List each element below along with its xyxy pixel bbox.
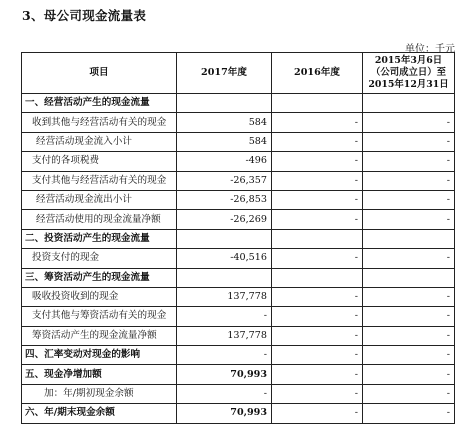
value-2017: - [177, 384, 272, 403]
value-2017: - [177, 307, 272, 326]
value-2015-period [363, 229, 455, 248]
row-label: 支付的各项税费 [22, 152, 177, 171]
value-2017: -26,269 [177, 210, 272, 229]
row-label: 五、现金净增加额 [22, 365, 177, 384]
table-row [22, 229, 455, 248]
value-2015-period: - [363, 152, 455, 171]
table-row [22, 113, 455, 132]
row-label: 经营活动现金流入小计 [22, 132, 177, 151]
value-2017 [177, 94, 272, 113]
col-header-2016: 2016年度 [272, 53, 363, 94]
value-2016 [272, 229, 363, 248]
row-label: 经营活动现金流出小计 [22, 190, 177, 209]
row-label: 加：年/期初现金余额 [22, 384, 177, 403]
table-row [22, 171, 455, 190]
value-2016: - [272, 152, 363, 171]
value-2015-period: - [363, 132, 455, 151]
value-2017: 137,778 [177, 326, 272, 345]
row-label: 筹资活动产生的现金流量净额 [22, 326, 177, 345]
row-label: 经营活动使用的现金流量净额 [22, 210, 177, 229]
value-2015-period [363, 94, 455, 113]
value-2017: 584 [177, 113, 272, 132]
row-label: 支付其他与经营活动有关的现金 [22, 171, 177, 190]
col-header-2015-period: 2015年3月6日（公司成立日）至2015年12月31日 [363, 53, 455, 94]
value-2017: -26,357 [177, 171, 272, 190]
value-2017: -496 [177, 152, 272, 171]
col-header-item: 项目 [22, 53, 177, 94]
table-header-row [22, 53, 455, 94]
value-2016: - [272, 190, 363, 209]
value-2017: 584 [177, 132, 272, 151]
value-2015-period: - [363, 326, 455, 345]
value-2015-period: - [363, 171, 455, 190]
value-2016: - [272, 307, 363, 326]
value-2016: - [272, 113, 363, 132]
col-header-2017: 2017年度 [177, 53, 272, 94]
table-row [22, 307, 455, 326]
table-row [22, 152, 455, 171]
value-2015-period: - [363, 190, 455, 209]
value-2016: - [272, 346, 363, 365]
value-2017 [177, 268, 272, 287]
value-2016: - [272, 210, 363, 229]
value-2015-period [363, 268, 455, 287]
value-2016: - [272, 365, 363, 384]
table-row [22, 326, 455, 345]
value-2015-period: - [363, 384, 455, 403]
table-row [22, 287, 455, 306]
value-2016: - [272, 132, 363, 151]
value-2016 [272, 268, 363, 287]
value-2016: - [272, 404, 363, 423]
value-2017: - [177, 346, 272, 365]
row-label: 支付其他与筹资活动有关的现金 [22, 307, 177, 326]
value-2015-period: - [363, 287, 455, 306]
value-2016: - [272, 326, 363, 345]
value-2016: - [272, 287, 363, 306]
value-2017: 70,993 [177, 404, 272, 423]
value-2017 [177, 229, 272, 248]
table-row [22, 94, 455, 113]
value-2016: - [272, 171, 363, 190]
value-2015-period: - [363, 113, 455, 132]
value-2015-period: - [363, 365, 455, 384]
table-row [22, 384, 455, 403]
value-2015-period: - [363, 210, 455, 229]
value-2017: 137,778 [177, 287, 272, 306]
table-row [22, 210, 455, 229]
table-row [22, 346, 455, 365]
value-2015-period: - [363, 249, 455, 268]
value-2015-period: - [363, 404, 455, 423]
value-2016 [272, 94, 363, 113]
unit-label: 单位：千元 [405, 44, 455, 55]
table-row [22, 404, 455, 423]
row-label: 三、筹资活动产生的现金流量 [22, 268, 177, 287]
value-2017: 70,993 [177, 365, 272, 384]
row-label: 一、经营活动产生的现金流量 [22, 94, 177, 113]
row-label: 六、年/期末现金余额 [22, 404, 177, 423]
cash-flow-table [21, 52, 455, 424]
row-label: 收到其他与经营活动有关的现金 [22, 113, 177, 132]
value-2015-period: - [363, 346, 455, 365]
table-row [22, 190, 455, 209]
row-label: 投资支付的现金 [22, 249, 177, 268]
row-label: 二、投资活动产生的现金流量 [22, 229, 177, 248]
row-label: 四、汇率变动对现金的影响 [22, 346, 177, 365]
row-label: 吸收投资收到的现金 [22, 287, 177, 306]
value-2017: -26,853 [177, 190, 272, 209]
table-row [22, 132, 455, 151]
value-2016: - [272, 384, 363, 403]
table-row [22, 249, 455, 268]
statement-heading: 3、母公司现金流量表 [22, 8, 147, 23]
value-2017: -40,516 [177, 249, 272, 268]
value-2015-period: - [363, 307, 455, 326]
table-row [22, 365, 455, 384]
value-2016: - [272, 249, 363, 268]
table-row [22, 268, 455, 287]
